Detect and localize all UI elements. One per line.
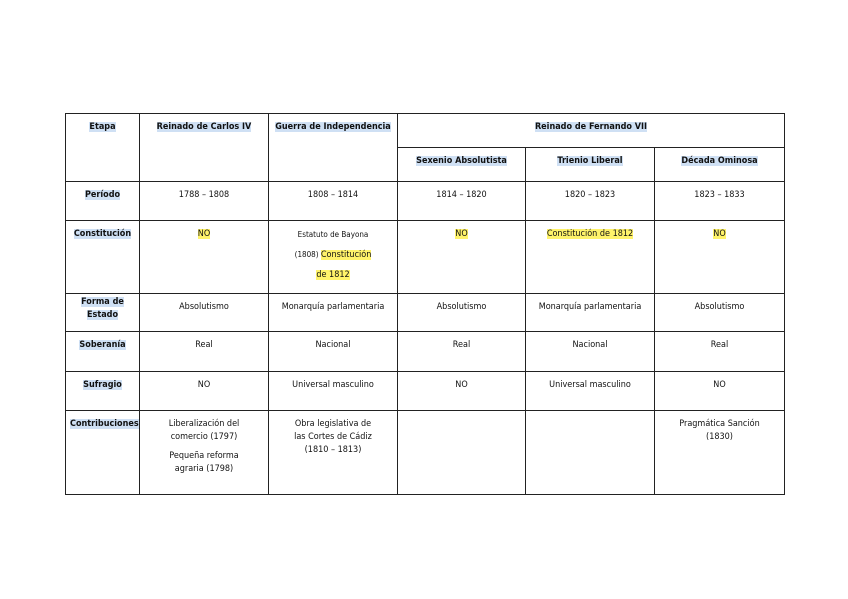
label-forma-line1: Forma de: [81, 297, 124, 307]
contribuciones-guerra-a: Obra legislativa de: [294, 419, 372, 429]
soberania-trienio: Nacional: [526, 332, 655, 372]
header-decada: Década Ominosa: [681, 156, 758, 166]
sufragio-decada: NO: [655, 372, 785, 411]
constitucion-guerra-line2: [273, 245, 393, 265]
constitucion-guerra-highlight2: de 1812: [316, 270, 350, 280]
constitucion-trienio: Constitución de 1812: [546, 229, 634, 239]
row-soberania: [66, 332, 785, 372]
periodo-sexenio: 1814 – 1820: [398, 182, 526, 221]
soberania-decada: Real: [655, 332, 785, 372]
contribuciones-decada-a: Pragmática Sanción: [679, 419, 760, 429]
row-contribuciones: [66, 411, 785, 495]
contribuciones-trienio: [526, 411, 655, 495]
header-sexenio-cell: [398, 148, 526, 182]
sufragio-carlos: NO: [140, 372, 269, 411]
constitucion-guerra-cell: [269, 221, 398, 294]
label-contribuciones: Contribuciones: [70, 419, 139, 429]
contribuciones-guerra: [269, 411, 398, 495]
label-sufragio-cell: [66, 372, 140, 411]
forma-carlos: Absolutismo: [140, 294, 269, 332]
header-sexenio: Sexenio Absolutista: [416, 156, 507, 166]
constitucion-carlos: NO: [197, 229, 211, 239]
header-trienio: Trienio Liberal: [557, 156, 623, 166]
sufragio-trienio: Universal masculino: [526, 372, 655, 411]
constitucion-guerra-highlight1: Constitución: [320, 250, 372, 260]
soberania-guerra: Nacional: [269, 332, 398, 372]
contribuciones-carlos: [140, 411, 269, 495]
label-forma-line2: Estado: [86, 310, 119, 320]
constitucion-sexenio-cell: [398, 221, 526, 294]
header-row: [66, 114, 785, 148]
constitucion-sexenio: NO: [455, 229, 468, 239]
header-trienio-cell: [526, 148, 655, 182]
header-fernando: Reinado de Fernando VII: [534, 122, 648, 132]
contribuciones-decada-b: (1830): [706, 432, 733, 442]
constitucion-decada-cell: [655, 221, 785, 294]
sufragio-sexenio: NO: [398, 372, 526, 411]
constitucion-decada: NO: [713, 229, 726, 239]
label-sufragio: Sufragio: [83, 380, 122, 390]
contribuciones-decada: [655, 411, 785, 495]
header-decada-cell: [655, 148, 785, 182]
constitucion-guerra-year: (1808): [294, 250, 319, 259]
constitucion-guerra-line3: [273, 265, 393, 285]
periodo-decada: 1823 – 1833: [655, 182, 785, 221]
row-sufragio: [66, 372, 785, 411]
contribuciones-carlos-1a: Liberalización del: [168, 419, 240, 429]
header-etapa-cell: [66, 114, 140, 182]
contribuciones-carlos-2a: Pequeña reforma: [169, 451, 239, 461]
row-constitucion: [66, 221, 785, 294]
label-soberania: Soberanía: [79, 340, 126, 350]
header-guerra-cell: [269, 114, 398, 182]
contribuciones-guerra-c: (1810 – 1813): [304, 445, 362, 455]
forma-trienio: Monarquía parlamentaria: [526, 294, 655, 332]
header-carlos: Reinado de Carlos IV: [156, 122, 252, 132]
constitucion-carlos-cell: [140, 221, 269, 294]
soberania-carlos: Real: [140, 332, 269, 372]
label-forma-cell: [66, 294, 140, 332]
sufragio-guerra: Universal masculino: [269, 372, 398, 411]
history-table: [65, 113, 785, 495]
contribuciones-carlos-1b: comercio (1797): [170, 432, 238, 442]
row-forma: [66, 294, 785, 332]
label-forma-line2-wrap: [70, 309, 135, 322]
contribuciones-carlos-2b: agraria (1798): [174, 464, 234, 474]
forma-sexenio: Absolutismo: [398, 294, 526, 332]
periodo-trienio: 1820 – 1823: [526, 182, 655, 221]
periodo-guerra: 1808 – 1814: [269, 182, 398, 221]
label-constitucion-cell: [66, 221, 140, 294]
header-fernando-cell: [398, 114, 785, 148]
soberania-sexenio: Real: [398, 332, 526, 372]
label-periodo: Período: [84, 190, 121, 200]
row-periodo: [66, 182, 785, 221]
label-contribuciones-cell: [66, 411, 140, 495]
header-etapa: Etapa: [89, 122, 116, 132]
contribuciones-sexenio: [398, 411, 526, 495]
periodo-carlos: 1788 – 1808: [140, 182, 269, 221]
contribuciones-guerra-b: las Cortes de Cádiz: [294, 432, 372, 442]
constitucion-guerra-line1: Estatuto de Bayona: [297, 230, 369, 239]
header-carlos-cell: [140, 114, 269, 182]
header-guerra: Guerra de Independencia: [275, 122, 391, 132]
label-constitucion: Constitución: [73, 229, 132, 239]
label-soberania-cell: [66, 332, 140, 372]
forma-decada: Absolutismo: [655, 294, 785, 332]
forma-guerra: Monarquía parlamentaria: [269, 294, 398, 332]
constitucion-trienio-cell: [526, 221, 655, 294]
label-forma-line1-wrap: [70, 296, 135, 309]
label-periodo-cell: [66, 182, 140, 221]
